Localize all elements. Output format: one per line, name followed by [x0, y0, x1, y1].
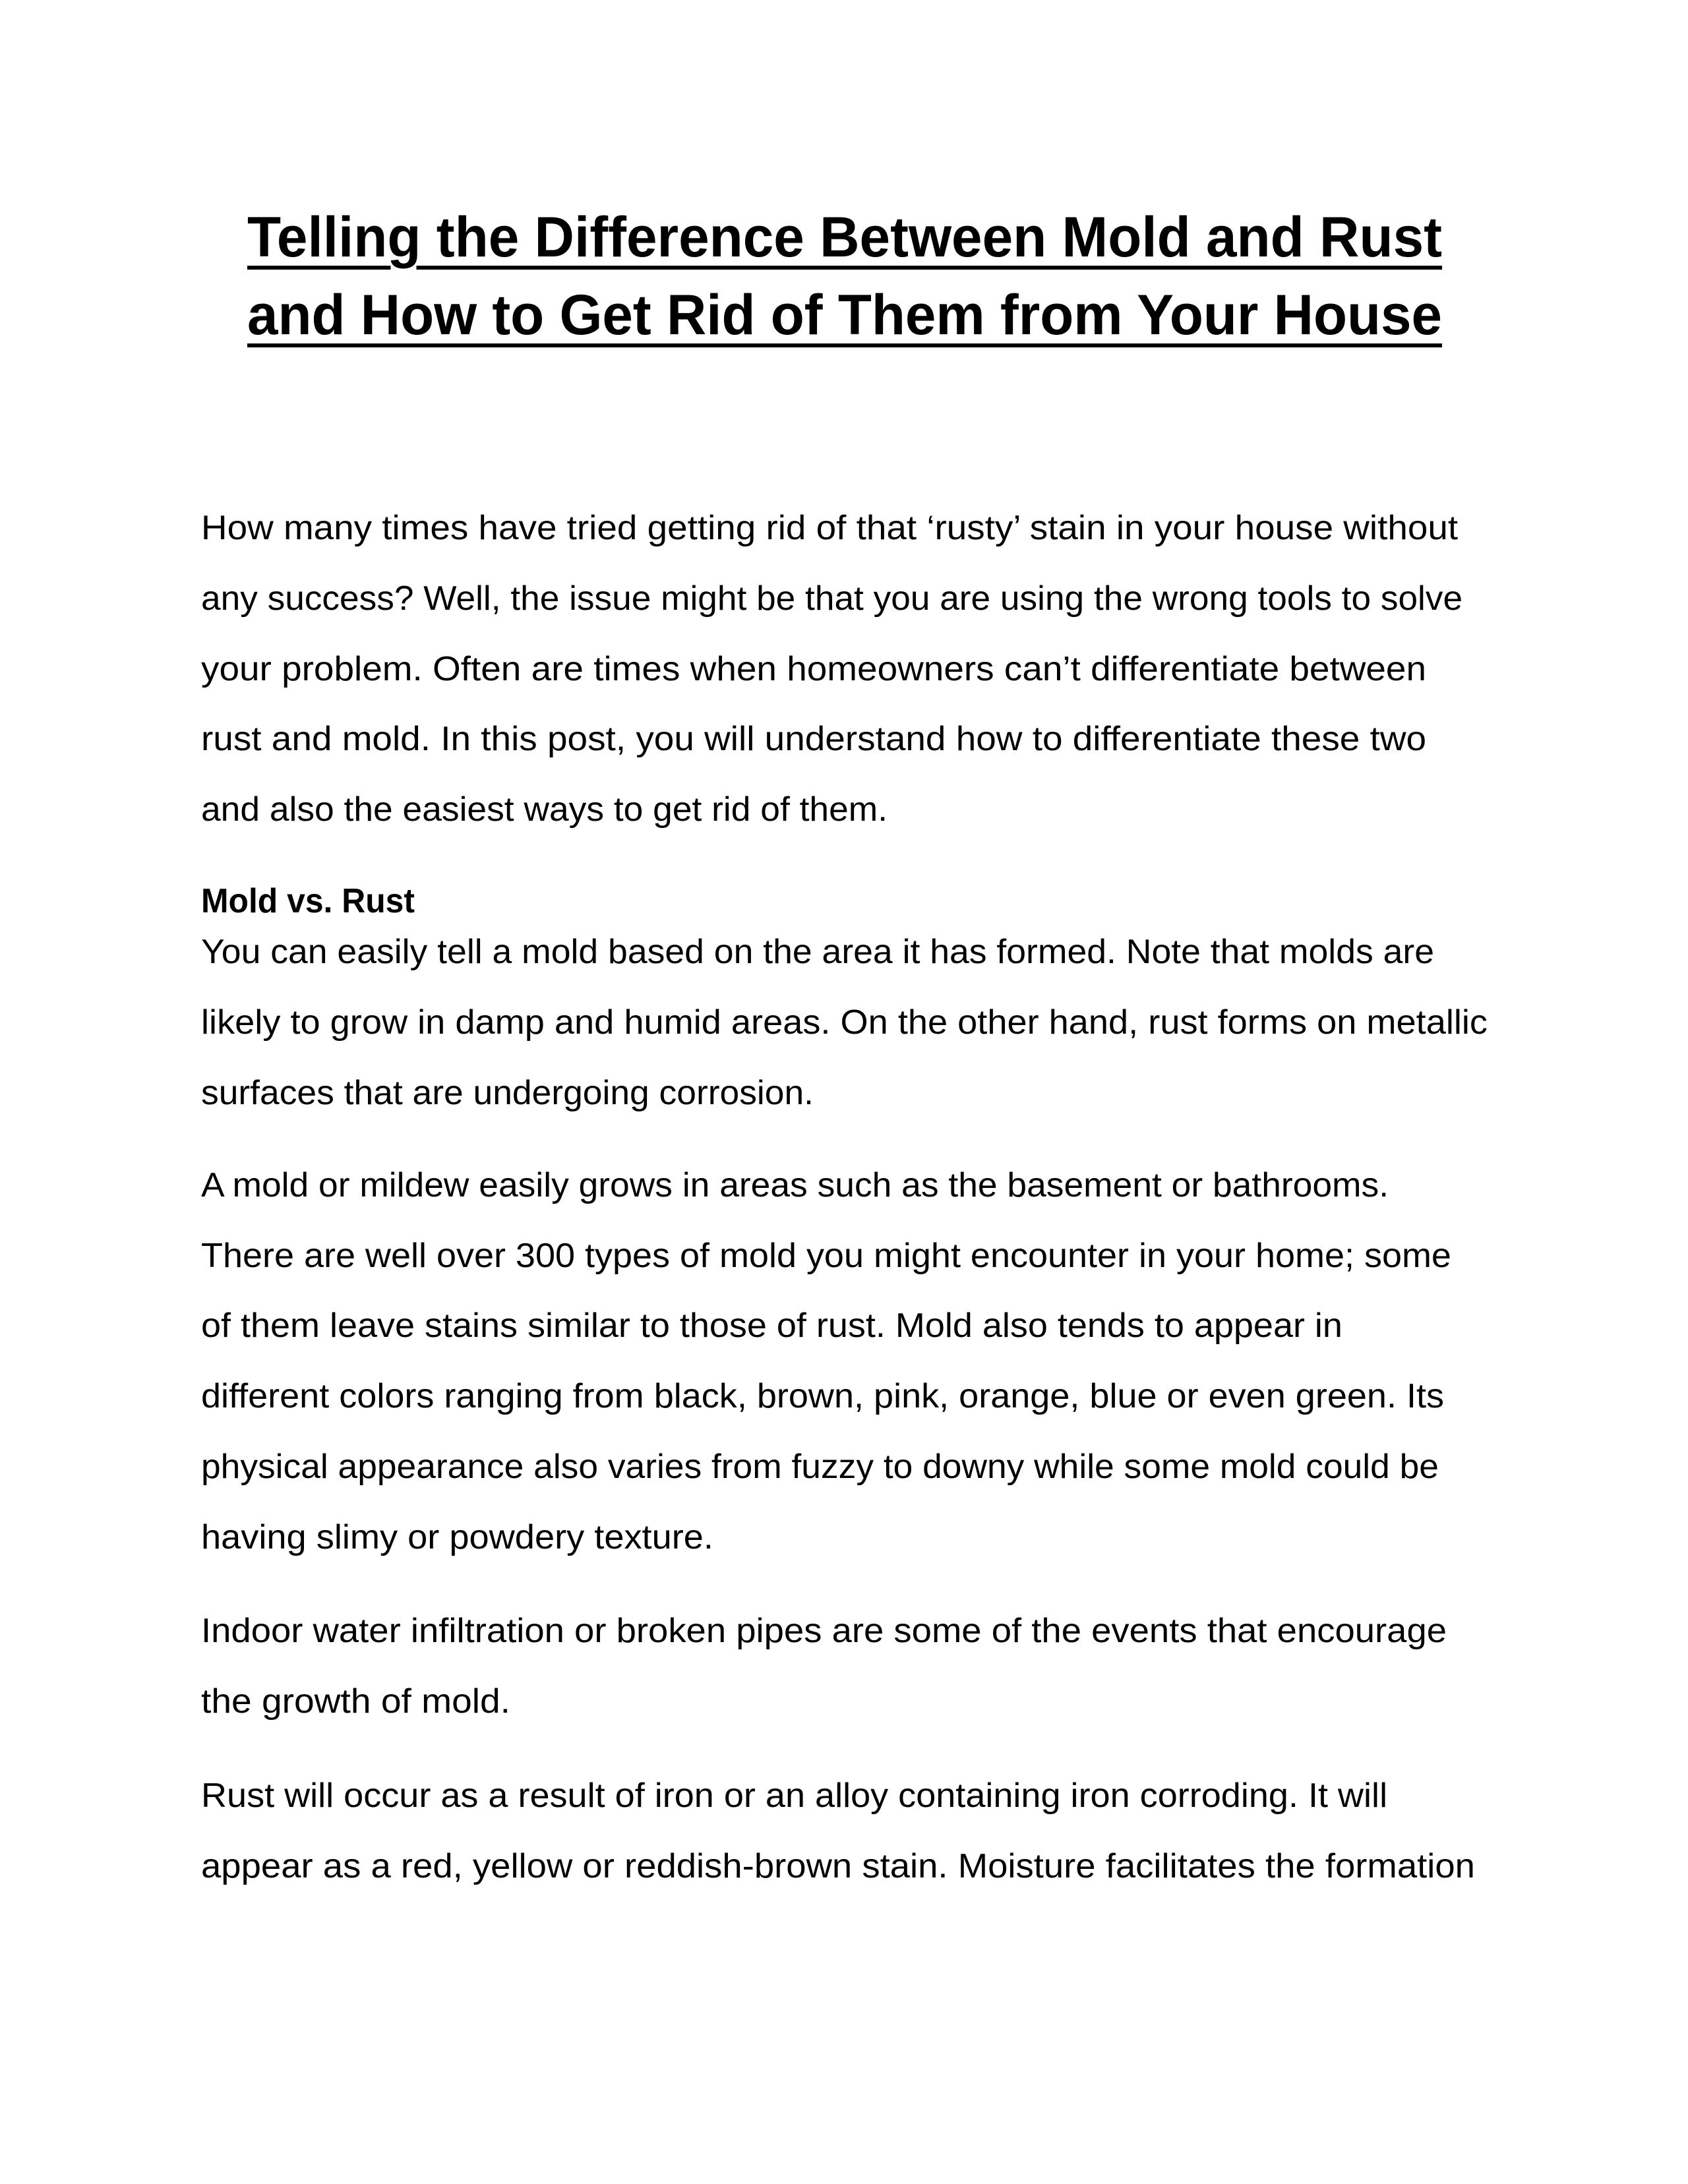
paragraph-2-line: You can easily tell a mold based on the area it has formed. Note that molds are [201, 932, 1435, 971]
intro-paragraph-line: any success? Well, the issue might be that you are using the wrong tools to solve [201, 579, 1463, 618]
paragraph-3-line: of them leave stains similar to those of rust. Mold also tends to appear in [201, 1306, 1342, 1345]
paragraph-4-line: Indoor water infiltration or broken pipes are some of the events that encourage [201, 1611, 1447, 1650]
section-heading: Mold vs. Rust [201, 881, 415, 920]
paragraph-3-line: having slimy or powdery texture. [201, 1518, 713, 1556]
intro-paragraph-line: and also the easiest ways to get rid of them. [201, 790, 888, 829]
paragraph-3-line: physical appearance also varies from fuzzy to downy while some mold could be [201, 1447, 1439, 1486]
paragraph-4-line: the growth of mold. [201, 1682, 510, 1721]
paragraph-2-line: surfaces that are undergoing corrosion. [201, 1073, 814, 1112]
title-line-2: and How to Get Rid of Them from Your House [247, 283, 1443, 347]
paragraph-5-line: appear as a red, yellow or reddish-brown stain. Moisture facilitates the formation [201, 1846, 1475, 1885]
paragraph-3-line: A mold or mildew easily grows in areas such as the basement or bathrooms. [201, 1166, 1389, 1204]
intro-paragraph-line: How many times have tried getting rid of that ‘rusty’ stain in your house without [201, 508, 1459, 547]
paragraph-3-line: There are well over 300 types of mold you might encounter in your home; some [201, 1236, 1451, 1275]
title-line-1: Telling the Difference Between Mold and Rust [247, 206, 1443, 270]
paragraph-3-line: different colors ranging from black, brown, pink, orange, blue or even green. Its [201, 1376, 1445, 1415]
intro-paragraph-line: rust and mold. In this post, you will understand how to differentiate these two [201, 719, 1427, 758]
intro-paragraph-line: your problem. Often are times when homeowners can’t differentiate between [201, 649, 1427, 688]
paragraph-2-line: likely to grow in damp and humid areas. On the other hand, rust forms on metallic [201, 1003, 1488, 1042]
paragraph-5-line: Rust will occur as a result of iron or an alloy containing iron corroding. It will [201, 1776, 1388, 1815]
